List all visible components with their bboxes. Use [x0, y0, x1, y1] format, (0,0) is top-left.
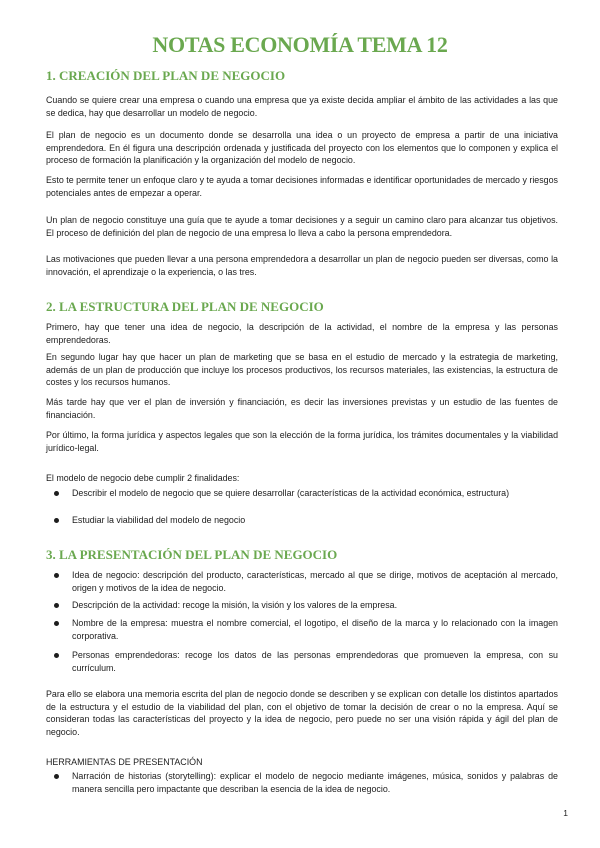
- section-2-paragraph-5: El modelo de negocio debe cumplir 2 finalidades:: [46, 473, 240, 483]
- list-item-text: Personas emprendedoras: recoge los datos de las personas emprendedoras que promueven la empresa, con su currículum.: [72, 650, 558, 673]
- section-2-paragraph-2: En segundo lugar hay que hacer un plan de marketing que se basa en el estudio de mercado y la estrategia de marketing, además de un plan de producción que incluye los procesos productivos, los recursos materiales, las existencias, la estructura de costes y los recursos humanos.: [46, 352, 558, 388]
- list-item: [72, 617, 558, 642]
- tools-subheading: HERRAMIENTAS DE PRESENTACIÓN: [46, 757, 203, 767]
- bullet-icon: [54, 653, 59, 658]
- document-title: NOTAS ECONOMÍA TEMA 12: [152, 32, 448, 57]
- page-number: 1: [563, 808, 568, 818]
- bullet-icon: [54, 621, 59, 626]
- list-item: [72, 599, 558, 612]
- section-3-paragraph-1: Para ello se elabora una memoria escrita del plan de negocio donde se describen y se explican con detalle los distintos apartados de la estructura y el estudio de la viabilidad del plan, con el objetivo de tomar la decisión de crear o no la empresa. Aquí se consideran todas las características del proyecto y la idea de negocio, pero puede no ser una visión rápida y ágil del plan de negocio.: [46, 689, 558, 737]
- list-item-text: Descripción de la actividad: recoge la misión, la visión y los valores de la empresa.: [72, 600, 398, 610]
- list-item: [72, 487, 558, 500]
- list-item: [72, 770, 558, 795]
- bullet-icon: [54, 774, 59, 779]
- list-item-text: Estudiar la viabilidad del modelo de negocio: [72, 515, 246, 525]
- section-1-paragraph-1: Cuando se quiere crear una empresa o cuando una empresa que ya existe decida ampliar el ámbito de las actividades a las que se dedica, hay que desarrollar un modelo de negocio.: [46, 95, 558, 118]
- list-item: [72, 514, 558, 527]
- list-item: [72, 569, 558, 594]
- section-1-heading: 1. CREACIÓN DEL PLAN DE NEGOCIO: [46, 68, 286, 83]
- section-2-heading: 2. LA ESTRUCTURA DEL PLAN DE NEGOCIO: [46, 299, 324, 314]
- list-item-text: Describir el modelo de negocio que se quiere desarrollar (características de la actividad económica, estructura): [72, 488, 510, 498]
- section-1-paragraph-5: Las motivaciones que pueden llevar a una persona emprendedora a desarrollar un plan de negocio pueden ser diversas, como la innovación, el aprendizaje o la experiencia, o las tres.: [46, 254, 558, 277]
- section-1-paragraph-2: El plan de negocio es un documento donde se desarrolla una idea o un proyecto de empresa a partir de una iniciativa emprendedora. En él figura una descripción ordenada y justificada del proyecto con los elementos que lo componen y explica el proceso de formación la planificación y la organización del modelo de negocio.: [46, 130, 558, 166]
- section-2-paragraph-4: Por último, la forma jurídica y aspectos legales que son la elección de la forma jurídica, los trámites documentales y la viabilidad jurídico-legal.: [46, 430, 558, 453]
- bullet-icon: [54, 518, 59, 523]
- section-2-paragraph-3: Más tarde hay que ver el plan de inversión y financiación, es decir las inversiones previstas y un estudio de las fuentes de financiación.: [46, 397, 558, 420]
- bullet-icon: [54, 491, 59, 496]
- section-1-paragraph-3: Esto te permite tener un enfoque claro y te ayuda a tomar decisiones informadas e identificar oportunidades de mercado y riesgos potenciales antes de empezar a operar.: [46, 175, 558, 198]
- section-3-heading: 3. LA PRESENTACIÓN DEL PLAN DE NEGOCIO: [46, 547, 338, 562]
- list-item-text: Nombre de la empresa: muestra el nombre comercial, el logotipo, el diseño de la marca y lo relacionado con la imagen corporativa.: [72, 618, 558, 641]
- bullet-icon: [54, 573, 59, 578]
- list-item-text: Idea de negocio: descripción del producto, características, mercado al que se dirige, motivos de aceptación al mercado, origen y motivos de la idea de negocio.: [72, 570, 558, 593]
- list-item: [72, 649, 558, 674]
- list-item-text: Narración de historias (storytelling): explicar el modelo de negocio mediante imágenes, música, sonidos y palabras de manera sencilla pero impactante que describan la esencia de la idea de negocio.: [72, 771, 558, 794]
- section-1-paragraph-4: Un plan de negocio constituye una guía que te ayude a tomar decisiones y a seguir un camino claro para alcanzar tus objetivos. El proceso de definición del plan de negocio de una empresa lo lleva a cabo la persona emprendedora.: [46, 215, 558, 238]
- bullet-icon: [54, 603, 59, 608]
- section-2-paragraph-1: Primero, hay que tener una idea de negocio, la descripción de la actividad, el nombre de la empresa y las personas emprendedoras.: [46, 322, 558, 345]
